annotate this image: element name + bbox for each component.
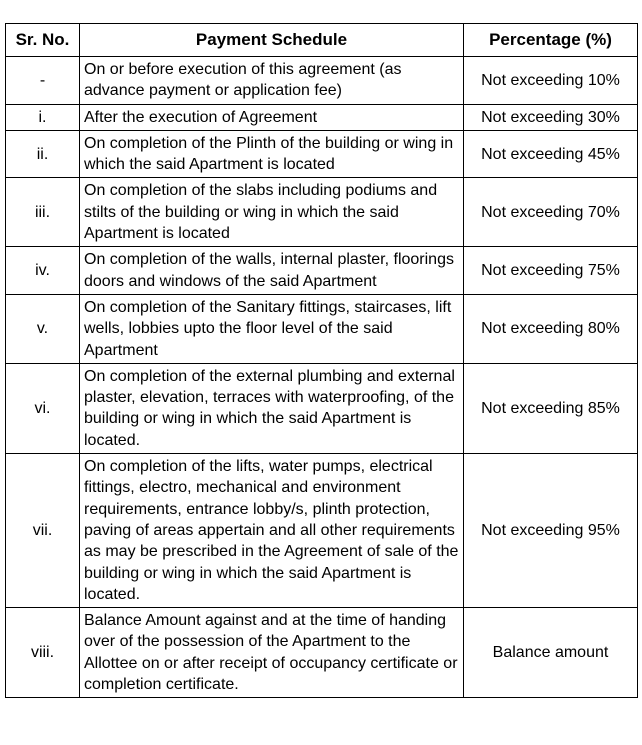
schedule-cell: On completion of the walls, internal plaster, floorings doors and windows of the said Apartment [80,247,464,295]
schedule-cell: On completion of the slabs including podiums and stilts of the building or wing in which the said Apartment is located [80,178,464,247]
header-percentage: Percentage (%) [464,24,638,57]
percentage-cell: Not exceeding 85% [464,363,638,453]
sr-no-cell: iv. [6,247,80,295]
sr-no-cell: - [6,57,80,105]
percentage-cell: Not exceeding 80% [464,294,638,363]
header-sr-no: Sr. No. [6,24,80,57]
schedule-cell: On completion of the Sanitary fittings, staircases, lift wells, lobbies upto the floor level of the said Apartment [80,294,464,363]
table-row [6,247,638,295]
percentage-cell: Not exceeding 70% [464,178,638,247]
table-row [6,104,638,130]
percentage-cell: Not exceeding 10% [464,57,638,105]
table-row [6,130,638,178]
table-row [6,178,638,247]
sr-no-cell: viii. [6,608,80,698]
sr-no-cell: i. [6,104,80,130]
table-row [6,454,638,608]
payment-schedule-table [5,23,638,698]
table-row [6,608,638,698]
schedule-cell: Balance Amount against and at the time of handing over of the possession of the Apartment to the Allottee on or after receipt of occupancy certificate or completion certificate. [80,608,464,698]
percentage-cell: Not exceeding 95% [464,454,638,608]
table-row [6,294,638,363]
percentage-cell: Not exceeding 45% [464,130,638,178]
schedule-cell: On completion of the lifts, water pumps, electrical fittings, electro, mechanical and environment requirements, entrance lobby/s, plinth protection, paving of areas appertain and all other requirements as may be prescribed in the Agreement of sale of the building or wing in which the said Apartment is located. [80,454,464,608]
table-row [6,363,638,453]
sr-no-cell: vi. [6,363,80,453]
percentage-cell: Not exceeding 75% [464,247,638,295]
sr-no-cell: ii. [6,130,80,178]
schedule-cell: On or before execution of this agreement (as advance payment or application fee) [80,57,464,105]
schedule-cell: On completion of the external plumbing and external plaster, elevation, terraces with waterproofing, of the building or wing in which the said Apartment is located. [80,363,464,453]
percentage-cell: Not exceeding 30% [464,104,638,130]
sr-no-cell: v. [6,294,80,363]
sr-no-cell: vii. [6,454,80,608]
header-payment-schedule: Payment Schedule [80,24,464,57]
schedule-cell: On completion of the Plinth of the building or wing in which the said Apartment is located [80,130,464,178]
sr-no-cell: iii. [6,178,80,247]
table-row [6,57,638,105]
percentage-cell: Balance amount [464,608,638,698]
schedule-cell: After the execution of Agreement [80,104,464,130]
header-row [6,24,638,57]
